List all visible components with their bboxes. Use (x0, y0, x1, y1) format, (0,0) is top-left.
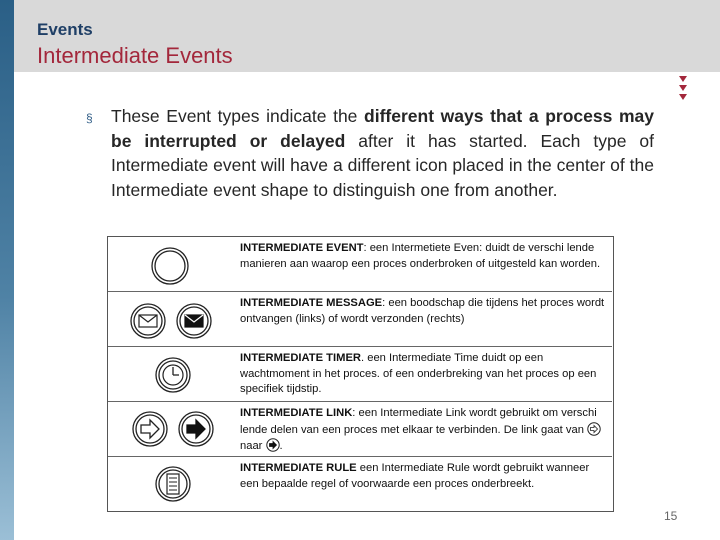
intermediate-event-icon (108, 237, 232, 291)
table-row (108, 347, 612, 402)
bullet-point (86, 104, 654, 202)
event-description: INTERMEDIATE MESSAGE: een boodschap die tijdens het proces wordt ontvangen (links) of wordt verzonden (rechts) (240, 297, 605, 325)
event-description: INTERMEDIATE EVENT: een Intermetiete Even: duidt de verschi lende manieren aan waarop een proces onderbroken of uitgesteld kan worden. (240, 242, 601, 270)
intermediate-events-table (107, 236, 614, 512)
section-title: Events (37, 20, 93, 39)
bullet-marker: § (86, 111, 93, 125)
table-row (108, 292, 612, 347)
rule-icon (108, 457, 232, 512)
page-number: 15 (664, 509, 678, 523)
triangle-marker-icon (679, 76, 687, 82)
event-description: INTERMEDIATE RULE een Intermediate Rule wordt gebruikt wanneer een bepaalde regel of voorwaarde een proces onderbreekt. (240, 462, 590, 490)
event-description: INTERMEDIATE TIMER. een Intermediate Time duidt op een wachtmoment in het proces. of een onderbreking van het proces op een specifiek tijdstip. (240, 352, 597, 396)
table-row (108, 457, 612, 512)
clock-icon (108, 347, 232, 401)
arrow-icon (587, 422, 601, 436)
table-row (108, 402, 612, 457)
left-accent-stripe (0, 0, 14, 540)
arrow-icon (266, 438, 280, 452)
slide-title: Intermediate Events (37, 43, 233, 68)
bullet-text: These Event types indicate the different ways that a process may be interrupted or delayed after it has started. Each type of Intermediate event will have a different icon placed in the center of the Intermediate event shape to distinguish one from another. (111, 106, 654, 200)
event-description: INTERMEDIATE LINK: een Intermediate Link wordt gebruikt om verschi lende delen van een proces met elkaar te verbinden. De link gaat van naar . (240, 406, 610, 455)
table-row (108, 237, 612, 292)
decorative-markers (679, 76, 689, 103)
triangle-marker-icon (679, 94, 687, 100)
arrow-icon (108, 402, 232, 456)
triangle-marker-icon (679, 85, 687, 91)
envelope-icon (108, 292, 232, 346)
